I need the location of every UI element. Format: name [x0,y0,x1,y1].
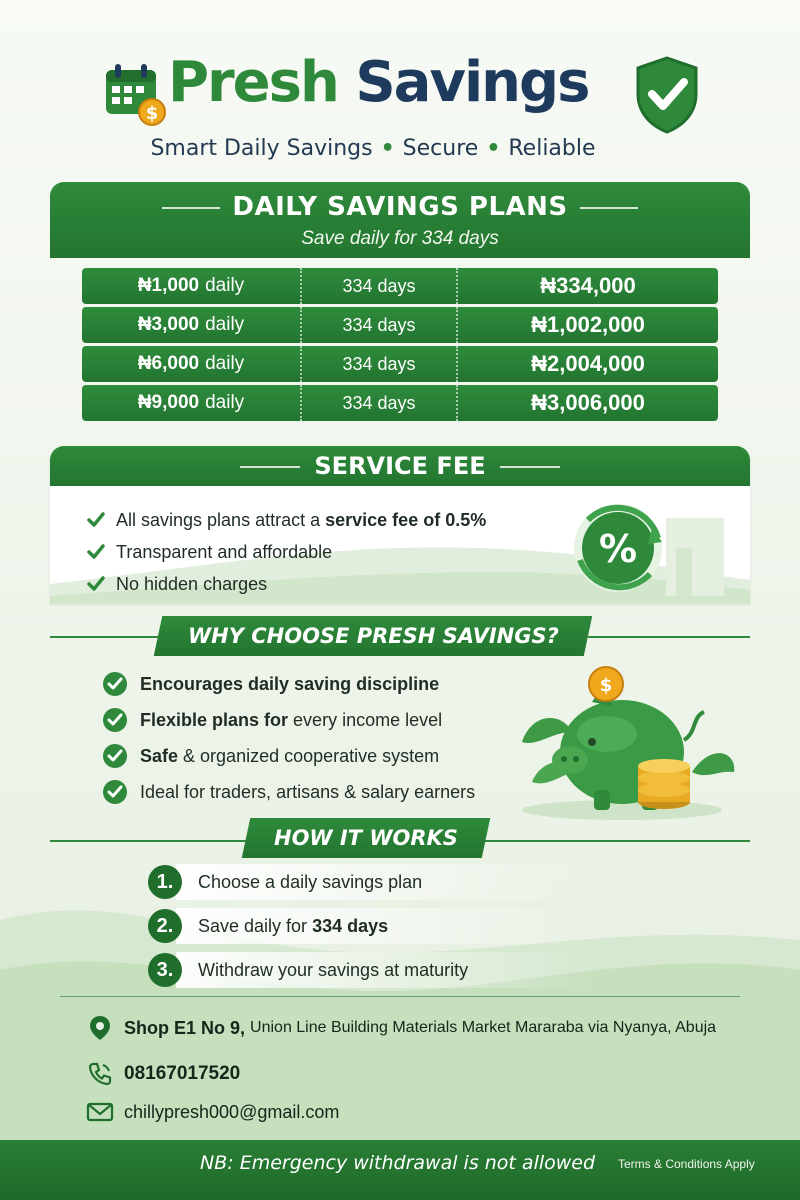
percent-icon [566,498,726,598]
plan-duration: 334 days [302,268,458,304]
envelope-icon [86,1098,114,1126]
phone-icon [86,1060,114,1088]
calendar-coin-icon [104,62,168,128]
why-title: WHY CHOOSE PRESH SAVINGS? [154,616,593,656]
why-list [102,666,475,810]
tagline-item: Secure [402,136,479,161]
step-number: 1. [148,865,182,899]
footer [0,1140,800,1200]
plan-amount: ₦3,000 daily [82,307,302,343]
check-circle-icon [102,671,128,697]
tagline: Smart Daily Savings • Secure • Reliable [150,136,596,161]
divider [484,840,750,842]
header [0,0,800,175]
plan-row [82,346,718,382]
plan-total: ₦2,004,000 [531,351,645,376]
plan-duration: 334 days [302,346,458,382]
plan-row [82,385,718,421]
footer-note: NB: Emergency withdrawal is not allowed [200,1152,596,1174]
service-fee-card [50,446,750,604]
divider [50,636,160,638]
divider [588,636,750,638]
contact-address: Shop E1 No 9, Union Line Building Materials Market Mararaba via Nyanya, Abuja [86,1014,716,1042]
list-item: Ideal for traders, artisans & salary earners [102,774,475,810]
check-icon [86,542,106,562]
terms-link[interactable]: Terms & Conditions Apply [618,1157,755,1171]
check-icon [86,510,106,530]
plan-amount: ₦1,000 daily [82,268,302,304]
contact-phone[interactable]: 08167017520 [86,1060,240,1088]
service-fee-title: SERVICE FEE [50,446,750,486]
step-number: 2. [148,909,182,943]
plans-title: DAILY SAVINGS PLANS [50,192,750,222]
check-circle-icon [102,707,128,733]
list-item: Transparent and affordable [86,536,486,568]
coin-stack-icon [638,759,690,809]
step-text: Choose a daily savings plan [176,864,596,900]
step-text: Withdraw your savings at maturity [176,952,596,988]
steps-list [148,860,596,992]
list-item: Encourages daily saving discipline [102,666,475,702]
plans-banner [50,182,750,258]
brand-title [168,50,588,116]
check-circle-icon [102,743,128,769]
check-icon [86,574,106,594]
brand-name-part1: Presh [168,50,338,115]
plans-subtitle: Save daily for 334 days [301,228,499,249]
tagline-item: Reliable [508,136,596,161]
step-text: Save daily for 334 days [176,908,596,944]
plan-total: ₦3,006,000 [531,390,645,415]
location-pin-icon [86,1014,114,1042]
shield-check-icon [634,56,700,134]
list-item: No hidden charges [86,568,486,600]
plan-duration: 334 days [302,307,458,343]
how-title: HOW IT WORKS [242,818,491,858]
coin-symbol: $ [145,103,159,124]
step-item [148,860,596,904]
plan-row [82,307,718,343]
divider [50,840,248,842]
percent-symbol: % [598,527,638,571]
step-number: 3. [148,953,182,987]
check-circle-icon [102,779,128,805]
coin-symbol: $ [599,675,613,696]
step-item [148,904,596,948]
service-fee-list [86,504,486,600]
plan-amount: ₦9,000 daily [82,385,302,421]
step-item [148,948,596,992]
plan-row [82,268,718,304]
piggy-bank-icon [512,662,742,822]
plan-amount: ₦6,000 daily [82,346,302,382]
contact-email[interactable]: chillypresh000@gmail.com [86,1098,339,1126]
list-item: All savings plans attract a service fee of 0.5% [86,504,486,536]
plans-table [82,268,718,424]
divider [60,996,740,997]
list-item: Flexible plans for every income level [102,702,475,738]
list-item: Safe & organized cooperative system [102,738,475,774]
plan-total: ₦1,002,000 [531,312,645,337]
brand-name-part2: Savings [355,50,589,115]
plan-total: ₦334,000 [540,273,636,298]
tagline-item: Smart Daily Savings [150,136,373,161]
plan-duration: 334 days [302,385,458,421]
